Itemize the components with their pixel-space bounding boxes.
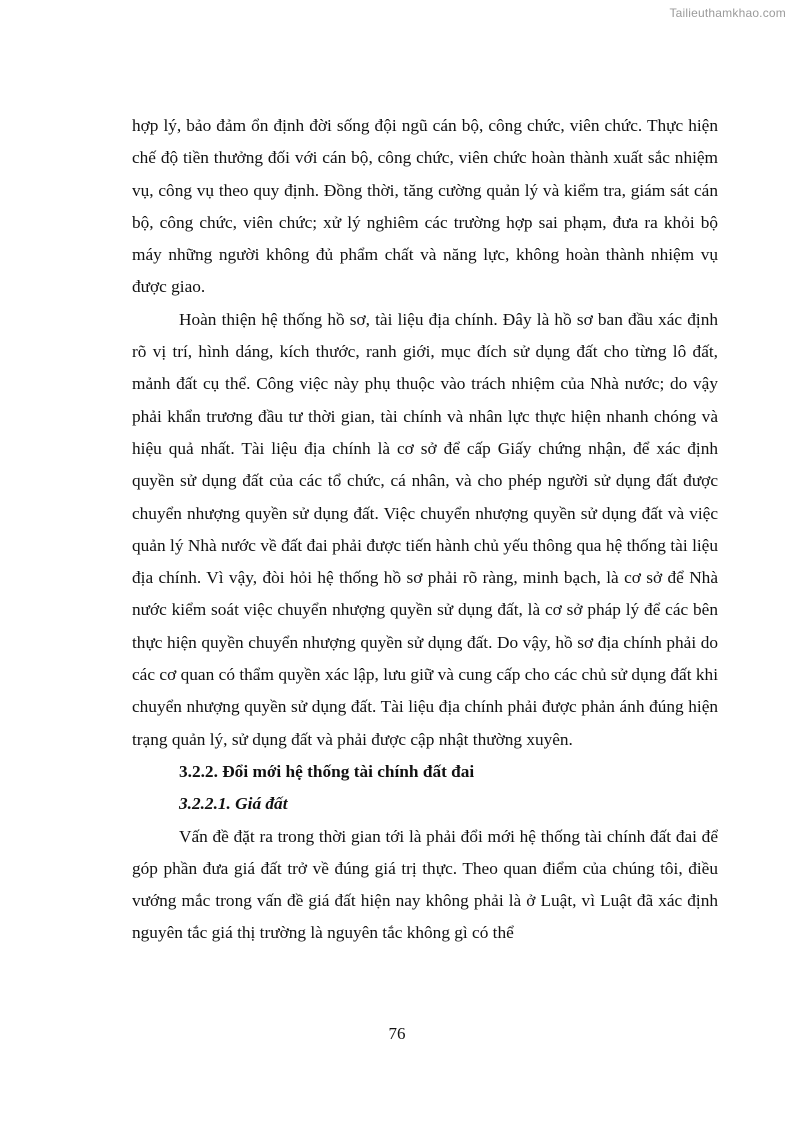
page-number: 76 (388, 1024, 406, 1043)
paragraph-cadastral-records: Hoàn thiện hệ thống hồ sơ, tài liệu địa chính. Đây là hồ sơ ban đầu xác định rõ vị trí, hình dáng, kích thước, ranh giới, mục đích sử dụng đất cho từng lô đất, mảnh đất cụ thể. Công việc này phụ thuộc vào trách nhiệm của Nhà nước; do vậy phải khẩn trương đầu tư thời gian, tài chính và nhân lực thực hiện nhanh chóng và hiệu quả nhất. Tài liệu địa chính là cơ sở để cấp Giấy chứng nhận, để xác định quyền sử dụng đất của các tổ chức, cá nhân, và cho phép người sử dụng đất được chuyển nhượng quyền sử dụng đất. Việc chuyển nhượng quyền sử dụng đất và việc quản lý Nhà nước về đất đai phải được tiến hành chủ yếu thông qua hệ thống tài liệu địa chính. Vì vậy, đòi hỏi hệ thống hồ sơ phải rõ ràng, minh bạch, là cơ sở để Nhà nước kiểm soát việc chuyển nhượng quyền sử dụng đất, là cơ sở pháp lý để các bên thực hiện quyền chuyển nhượng quyền sử dụng đất. Do vậy, hồ sơ địa chính phải do các cơ quan có thẩm quyền xác lập, lưu giữ và cung cấp cho các chủ sử dụng đất khi chuyển nhượng quyền sử dụng đất. Tài liệu địa chính phải được phản ánh đúng hiện trạng quản lý, sử dụng đất và phải được cập nhật thường xuyên. (132, 309, 718, 749)
section-heading: 3.2.2. Đổi mới hệ thống tài chính đất đai (179, 761, 475, 781)
document-body (132, 110, 718, 950)
subsection-heading: 3.2.2.1. Giá đất (179, 794, 288, 814)
paragraph-land-price: Vấn đề đặt ra trong thời gian tới là phải đổi mới hệ thống tài chính đất đai để góp phần đưa giá đất trở về đúng giá trị thực. Theo quan điểm của chúng tôi, điều vướng mắc trong vấn đề giá đất hiện nay không phải là ở Luật, vì Luật đã xác định nguyên tắc giá thị trường là nguyên tắc không gì có thể (132, 826, 718, 943)
paragraph-continuation: hợp lý, bảo đảm ổn định đời sống đội ngũ cán bộ, công chức, viên chức. Thực hiện chế độ tiền thưởng đối với cán bộ, công chức, viên chức hoàn thành xuất sắc nhiệm vụ, công vụ theo quy định. Đồng thời, tăng cường quản lý và kiểm tra, giám sát cán bộ, công chức, viên chức; xử lý nghiêm các trường hợp sai phạm, đưa ra khỏi bộ máy những người không đủ phẩm chất và năng lực, không hoàn thành nhiệm vụ được giao. (132, 116, 718, 297)
watermark: Tailieuthamkhao.com (669, 6, 786, 20)
